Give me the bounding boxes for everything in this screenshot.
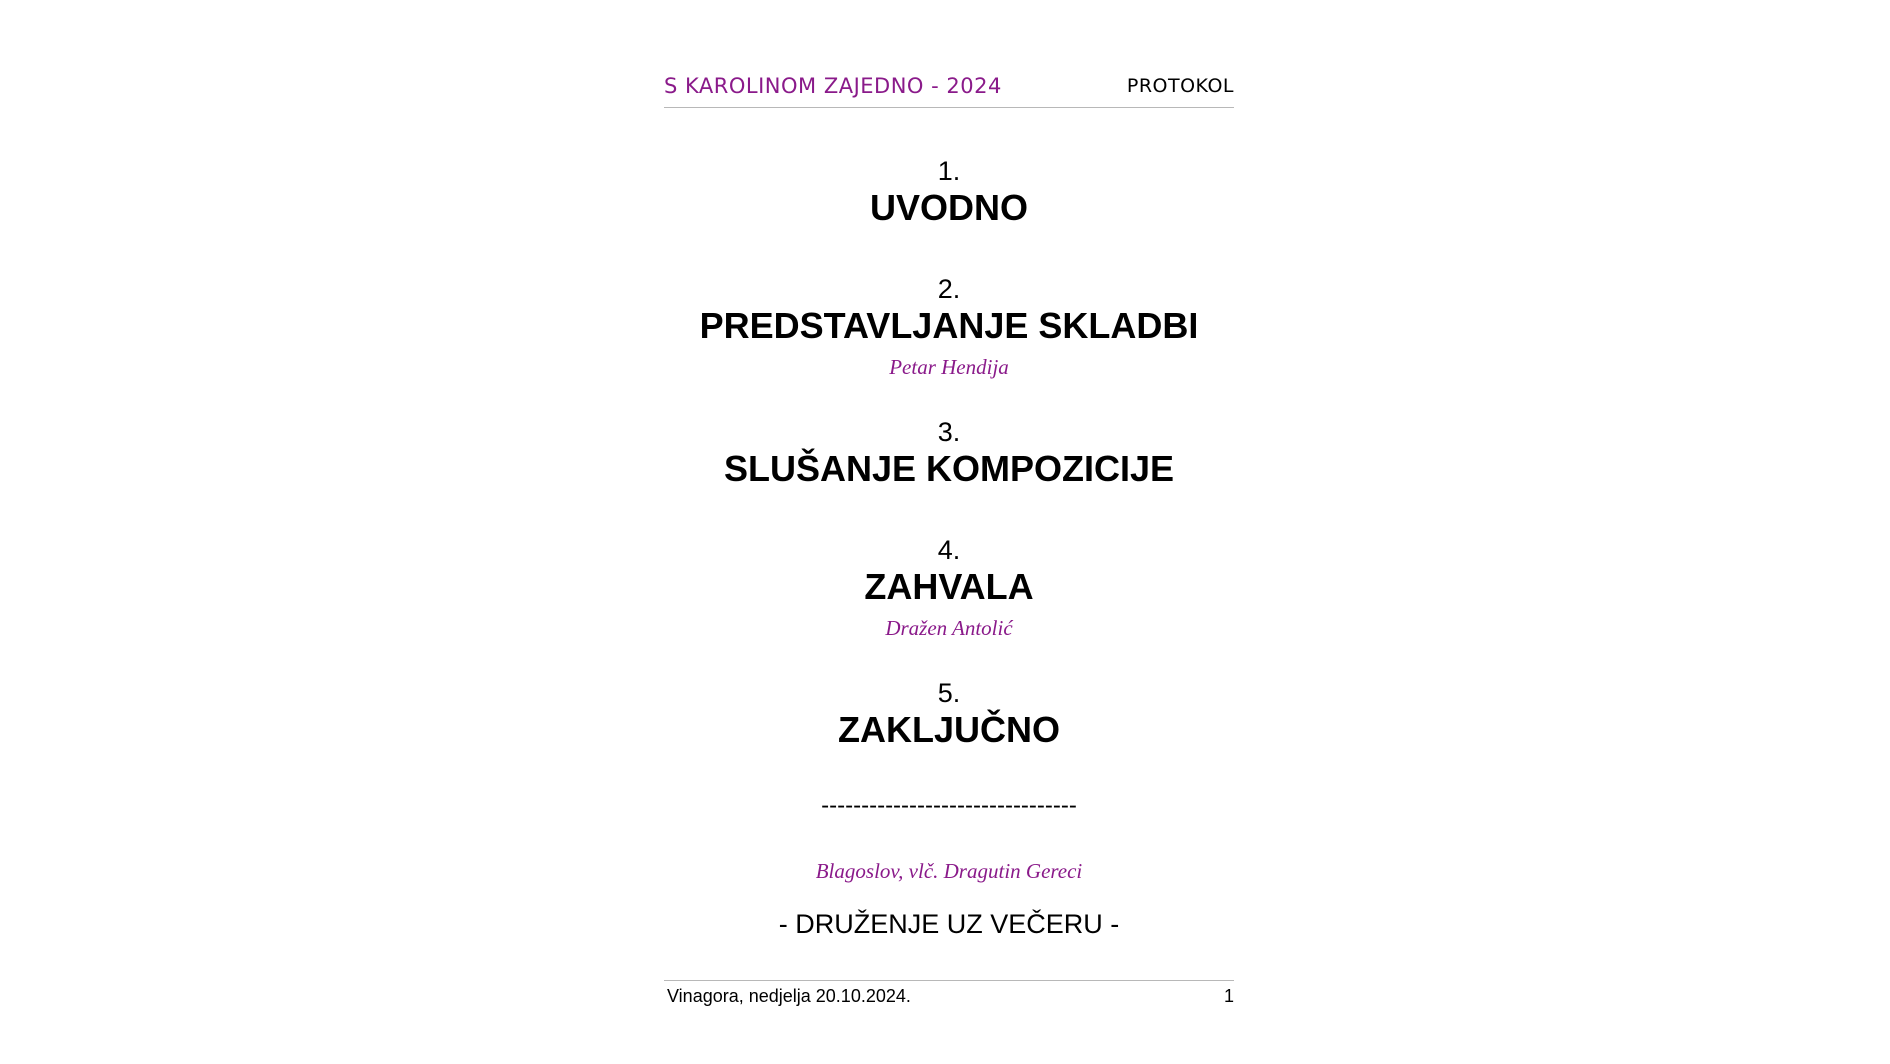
agenda-item-title: PREDSTAVLJANJE SKLADBI <box>699 305 1199 346</box>
agenda-item-speaker: Petar Hendija <box>889 355 1009 379</box>
agenda-item-title: SLUŠANJE KOMPOZICIJE <box>723 448 1175 489</box>
agenda-item-title: ZAHVALA <box>864 566 1034 607</box>
agenda-item-number: 2. <box>937 274 961 304</box>
closing-text: - DRUŽENJE UZ VEČERU - <box>778 909 1120 939</box>
agenda-item-number: 5. <box>937 678 961 708</box>
separator-line: -------------------------------- <box>821 792 1077 819</box>
agenda-item-5 <box>664 677 1234 751</box>
page-header <box>664 69 1234 108</box>
agenda-item-number: 4. <box>937 535 961 565</box>
agenda-item-number: 1. <box>937 156 961 186</box>
document-page <box>664 0 1234 1064</box>
page-footer <box>664 980 1234 1007</box>
agenda-item-number: 3. <box>937 417 961 447</box>
footer-page-number: 1 <box>1223 986 1234 1006</box>
footer-place-date: Vinagora, nedjelja 20.10.2024. <box>667 986 911 1006</box>
document-type-label: PROTOKOL <box>1126 75 1234 97</box>
agenda-item-speaker: Dražen Antolić <box>885 616 1013 640</box>
agenda-item-4 <box>664 534 1234 642</box>
agenda-item-title: UVODNO <box>869 187 1028 228</box>
agenda-item-title: ZAKLJUČNO <box>838 709 1060 750</box>
agenda-item-1 <box>664 155 1234 229</box>
blessing-text: Blagoslov, vlč. Dragutin Gereci <box>815 859 1083 883</box>
agenda-item-2 <box>664 273 1234 381</box>
event-title: S KAROLINOM ZAJEDNO - 2024 <box>664 74 1002 98</box>
agenda-item-3 <box>664 416 1234 490</box>
